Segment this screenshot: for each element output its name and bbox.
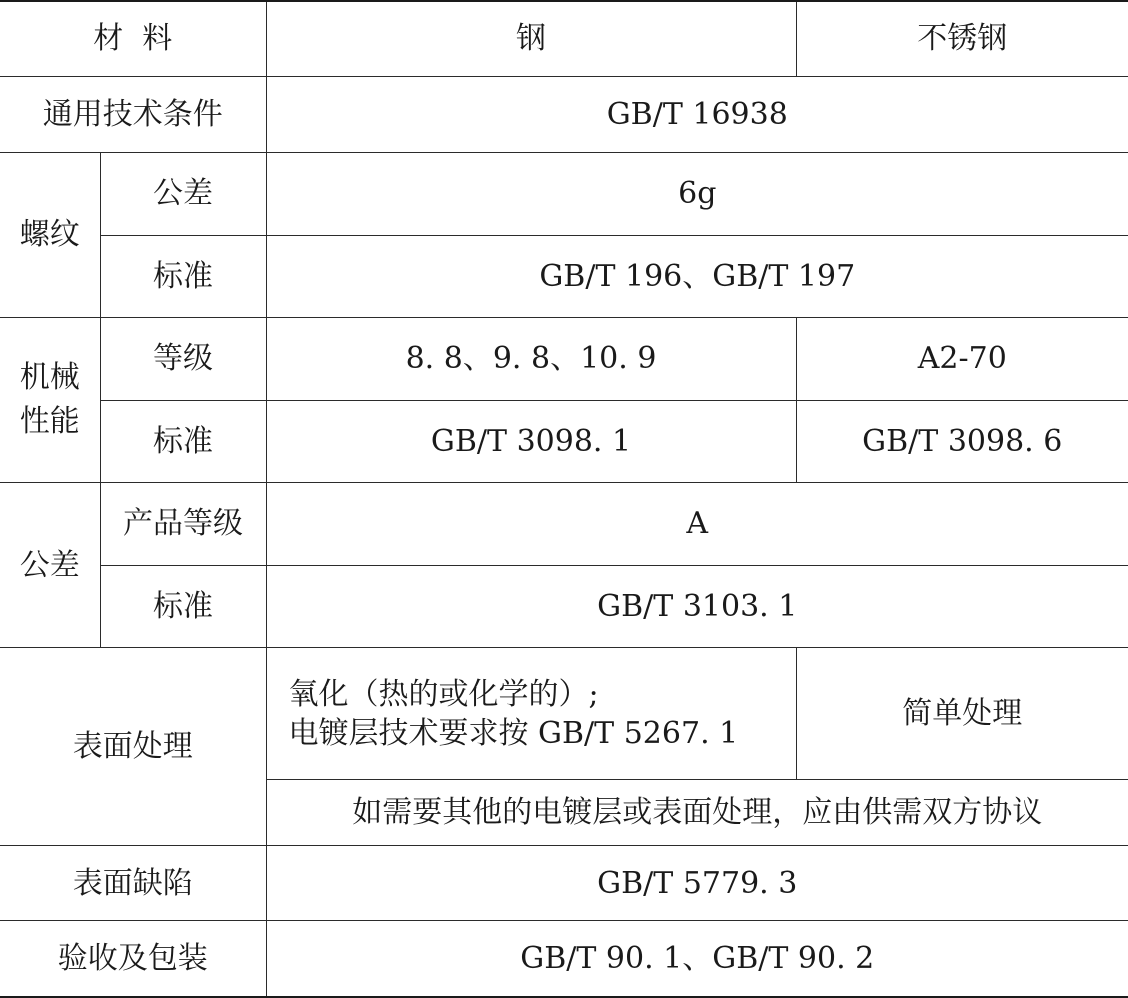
acceptance-value: GB/T 90. 1、GB/T 90. 2 <box>266 921 1128 997</box>
mechanical-grade-label: 等级 <box>100 317 266 400</box>
surface-treatment-note: 如需要其他的电镀层或表面处理，应由供需双方协议 <box>266 780 1128 846</box>
thread-standard-label: 标准 <box>100 235 266 317</box>
header-material-label: 材 料 <box>93 21 173 57</box>
acceptance-row <box>0 921 1128 997</box>
surface-treatment-row <box>0 648 1128 780</box>
header-stainless: 不锈钢 <box>796 1 1128 76</box>
tolerance-standard-value: GB/T 3103. 1 <box>266 566 1128 648</box>
surface-treatment-steel <box>266 648 796 780</box>
mechanical-grade-stainless: A2-70 <box>796 317 1128 400</box>
tolerance-standard-label: 标准 <box>100 566 266 648</box>
tolerance-label: 公差 <box>0 482 100 647</box>
header-material <box>0 1 266 76</box>
thread-tolerance-row <box>0 152 1128 235</box>
header-row <box>0 1 1128 76</box>
thread-tolerance-value: 6g <box>266 152 1128 235</box>
mechanical-standard-stainless: GB/T 3098. 6 <box>796 400 1128 482</box>
general-conditions-row <box>0 76 1128 152</box>
thread-tolerance-label: 公差 <box>100 152 266 235</box>
general-conditions-value: GB/T 16938 <box>266 76 1128 152</box>
surface-defects-value: GB/T 5779. 3 <box>266 846 1128 921</box>
tolerance-product-grade-label: 产品等级 <box>100 482 266 565</box>
thread-label: 螺纹 <box>0 152 100 317</box>
header-steel: 钢 <box>266 1 796 76</box>
tolerance-standard-row <box>0 566 1128 648</box>
surface-defects-label: 表面缺陷 <box>0 846 266 921</box>
mechanical-label-line1: 机械 <box>19 360 80 396</box>
surface-defects-row <box>0 846 1128 921</box>
tolerance-product-grade-value: A <box>266 482 1128 565</box>
mechanical-standard-steel: GB/T 3098. 1 <box>266 400 796 482</box>
surface-treatment-steel-line1: 氧化（热的或化学的）; <box>288 676 599 712</box>
surface-treatment-stainless: 简单处理 <box>796 648 1128 780</box>
thread-standard-value: GB/T 196、GB/T 197 <box>266 235 1128 317</box>
general-conditions-label: 通用技术条件 <box>0 76 266 152</box>
mechanical-grade-row <box>0 317 1128 400</box>
mechanical-standard-row <box>0 400 1128 482</box>
surface-treatment-steel-line2: 电镀层技术要求按 GB/T 5267. 1 <box>288 715 739 751</box>
mechanical-grade-steel: 8. 8、9. 8、10. 9 <box>266 317 796 400</box>
mechanical-label-line2: 性能 <box>19 403 80 439</box>
mechanical-label <box>0 317 100 482</box>
mechanical-standard-label: 标准 <box>100 400 266 482</box>
tolerance-grade-row <box>0 482 1128 565</box>
thread-standard-row <box>0 235 1128 317</box>
acceptance-label: 验收及包装 <box>0 921 266 997</box>
surface-treatment-label: 表面处理 <box>0 648 266 846</box>
